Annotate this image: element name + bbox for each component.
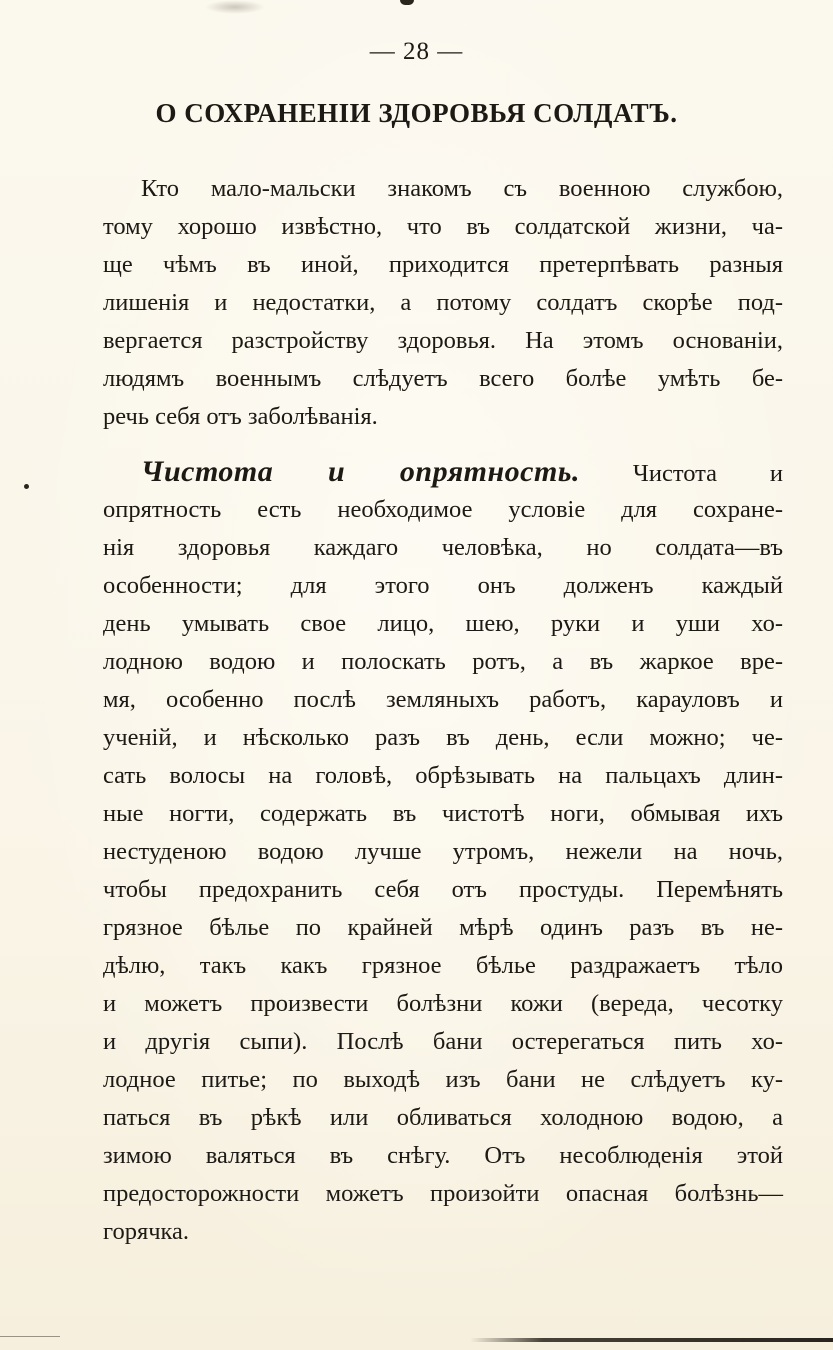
top-ink-smudge xyxy=(205,0,265,14)
text-line: грязное бѣлье по крайней мѣрѣ одинъ разъ въ не- xyxy=(103,914,783,941)
text-line: паться въ рѣкѣ или обливаться холодною водою, а xyxy=(103,1104,783,1131)
text-line: лишенія и недостатки, а потому солдатъ скорѣе под- xyxy=(103,289,783,316)
bottom-left-rule xyxy=(0,1336,60,1337)
text-line: горячка. xyxy=(103,1218,190,1245)
bottom-edge-rule xyxy=(470,1338,833,1342)
text-line: мя, особенно послѣ земляныхъ работъ, карауловъ и xyxy=(103,686,783,713)
text-line: ще чѣмъ въ иной, приходится претерпѣвать разныя xyxy=(103,251,783,278)
text-line-with-heading xyxy=(103,453,783,491)
paragraph-cleanliness xyxy=(103,453,783,1251)
text-line: лодное питье; по выходѣ изъ бани не слѣдуетъ ку- xyxy=(103,1066,783,1093)
text-line: нія здоровья каждаго человѣка, но солдата—въ xyxy=(103,534,783,561)
text-line: предосторожности можетъ произойти опасная болѣзнь— xyxy=(103,1180,783,1207)
text-line: и другія сыпи). Послѣ бани остерегаться пить хо- xyxy=(103,1028,783,1055)
text-line: особенности; для этого онъ долженъ каждый xyxy=(103,572,783,599)
text-line: вергается разстройству здоровья. На этомъ основаніи, xyxy=(103,327,783,354)
text-line: нестуденою водою лучше утромъ, нежели на ночь, xyxy=(103,838,783,865)
text-line: Кто мало-мальски знакомъ съ военною службою, xyxy=(141,175,783,202)
section-heading: Чистота и опрятность. xyxy=(141,455,581,488)
text-line: опрятность есть необходимое условіе для сохране- xyxy=(103,496,783,523)
text-line: людямъ военнымъ слѣдуетъ всего болѣе умѣть бе- xyxy=(103,365,783,392)
paragraph-intro xyxy=(103,170,783,436)
text-fragment: Чистота и xyxy=(632,460,783,487)
text-line: ученій, и нѣсколько разъ въ день, если можно; че- xyxy=(103,724,783,751)
page-title: О СОХРАНЕНІИ ЗДОРОВЬЯ СОЛДАТЪ. xyxy=(155,98,678,128)
text-line: чтобы предохранить себя отъ простуды. Перемѣнять xyxy=(103,876,783,903)
text-line: и можетъ произвести болѣзни кожи (вереда, чесотку xyxy=(103,990,783,1017)
text-line: лодною водою и полоскать ротъ, а въ жаркое вре- xyxy=(103,648,783,675)
text-line: тому хорошо извѣстно, что въ солдатской жизни, ча- xyxy=(103,213,783,240)
text-line: день умывать свое лицо, шею, руки и уши хо- xyxy=(103,610,783,637)
text-line: речь себя отъ заболѣванія. xyxy=(103,403,378,430)
text-line: зимою валяться въ снѣгу. Отъ несоблюденія этой xyxy=(103,1142,783,1169)
text-line: дѣлю, такъ какъ грязное бѣлье раздражаетъ тѣло xyxy=(103,952,783,979)
page-number: — 28 — xyxy=(369,38,464,65)
margin-ink-dot xyxy=(24,484,29,489)
text-line: ные ногти, содержать въ чистотѣ ноги, обмывая ихъ xyxy=(103,800,783,827)
top-ink-mark xyxy=(400,0,414,5)
text-line: сать волосы на головѣ, обрѣзывать на пальцахъ длин- xyxy=(103,762,783,789)
